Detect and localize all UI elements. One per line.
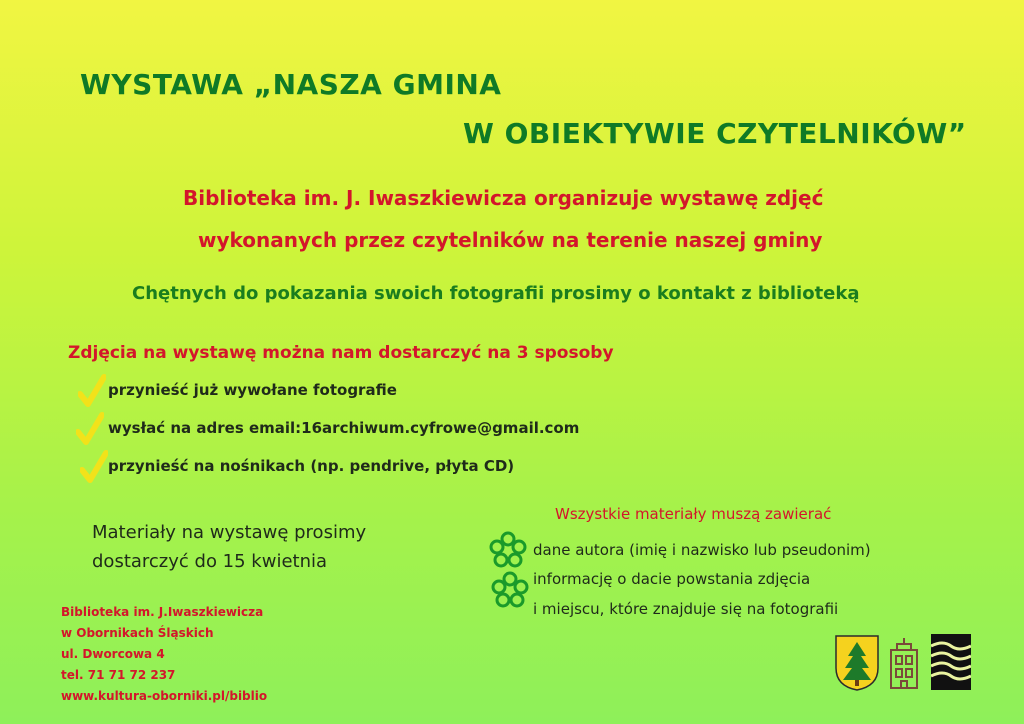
check-icon: [76, 412, 104, 446]
ways-heading: Zdjęcia na wystawę można nam dostarczyć na 3 sposoby: [68, 343, 614, 363]
title-line-2: W OBIEKTYWIE CZYTELNIKÓW”: [463, 117, 967, 150]
ways-item-1: przynieść już wywołane fotografie: [108, 381, 397, 399]
requirements-heading: Wszystkie materiały muszą zawierać: [555, 505, 832, 523]
deadline-line-2: dostarczyć do 15 kwietnia: [92, 551, 328, 572]
title-line-1: WYSTAWA „NASZA GMINA: [80, 68, 502, 101]
coat-of-arms-icon: [834, 634, 880, 692]
contact-text: Chętnych do pokazania swoich fotografii prosimy o kontakt z biblioteką: [132, 283, 860, 304]
wave-logo-icon: [931, 634, 971, 690]
flower-icon: [488, 530, 528, 570]
address-line-1: Biblioteka im. J.Iwaszkiewicza: [61, 605, 264, 619]
ways-item-3: przynieść na nośnikach (np. pendrive, płyta CD): [108, 457, 515, 475]
town-hall-icon: [887, 636, 921, 690]
requirements-item-3: i miejscu, które znajduje się na fotografii: [533, 600, 839, 618]
check-icon: [80, 450, 108, 484]
address-line-4: tel. 71 71 72 237: [61, 668, 176, 682]
requirements-item-1: dane autora (imię i nazwisko lub pseudonim): [533, 541, 871, 559]
address-line-2: w Obornikach Śląskich: [61, 626, 214, 640]
intro-line-2: wykonanych przez czytelników na terenie naszej gminy: [198, 228, 823, 252]
address-line-3: ul. Dworcowa 4: [61, 647, 165, 661]
address-link[interactable]: www.kultura-oborniki.pl/biblio: [61, 689, 268, 703]
check-icon: [78, 374, 106, 408]
intro-line-1: Biblioteka im. J. Iwaszkiewicza organizuje wystawę zdjęć: [183, 186, 824, 210]
flower-icon: [490, 570, 530, 610]
deadline-line-1: Materiały na wystawę prosimy: [92, 522, 367, 543]
ways-item-2: wysłać na adres email:16archiwum.cyfrowe@gmail.com: [108, 419, 580, 437]
requirements-item-2: informację o dacie powstania zdjęcia: [533, 570, 811, 588]
